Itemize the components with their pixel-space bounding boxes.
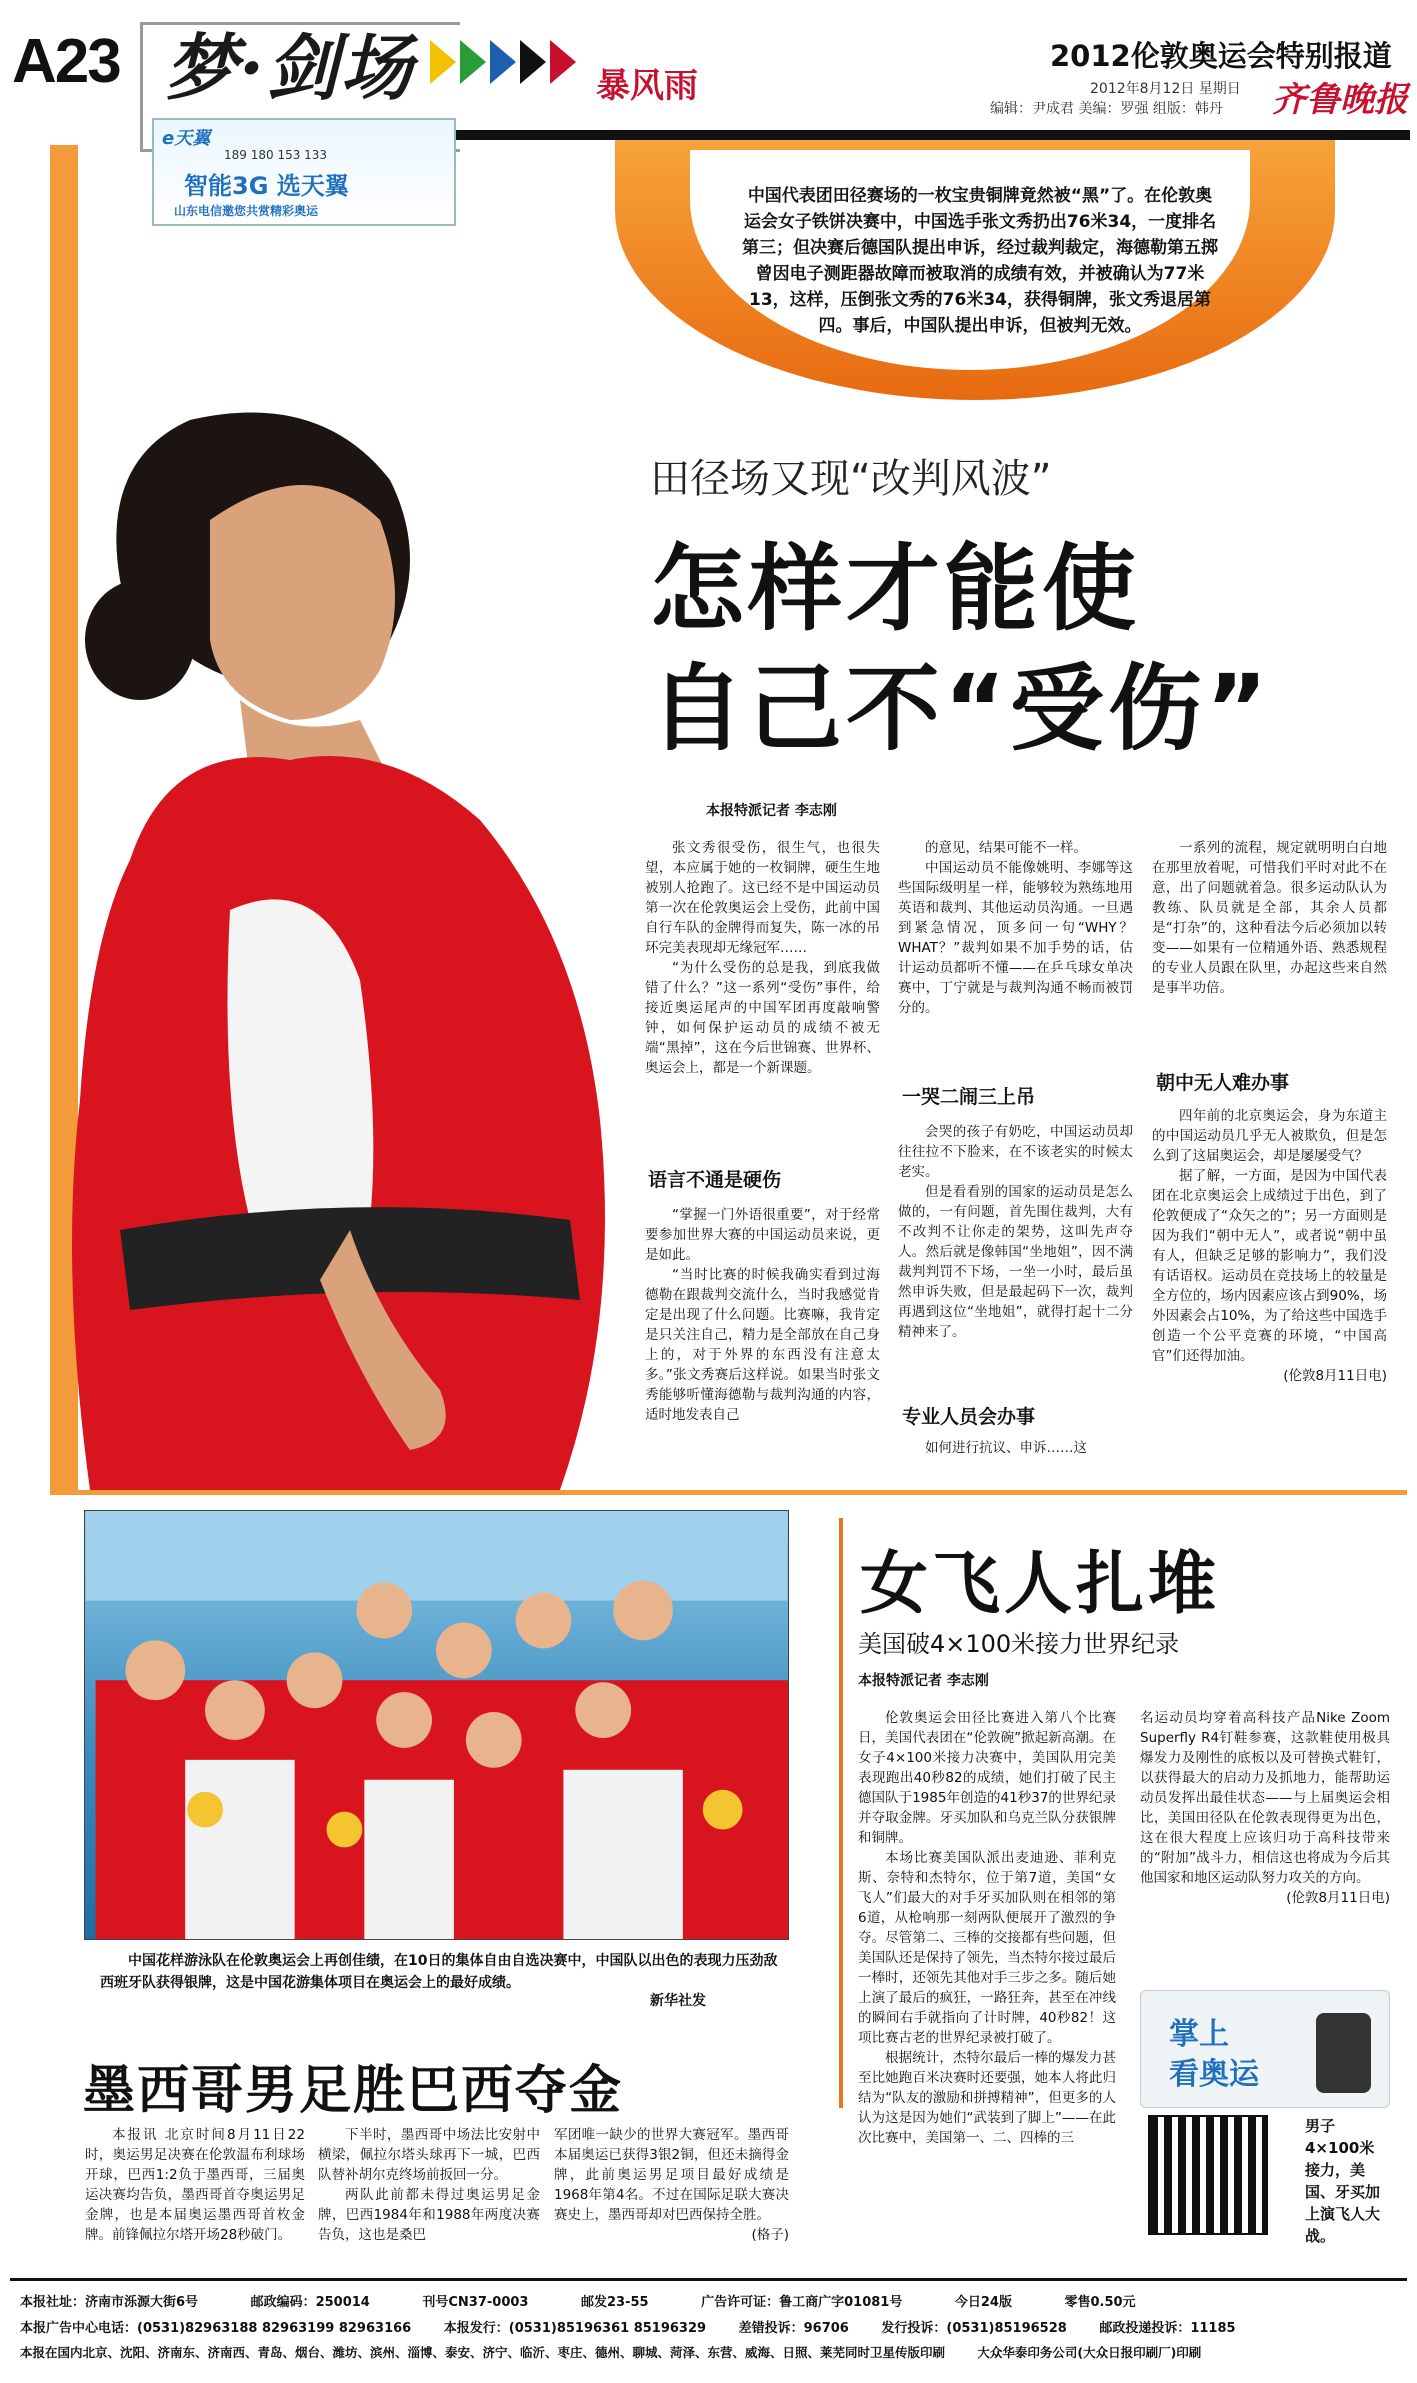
header-chevrons xyxy=(430,0,590,100)
paragraph: “为什么受伤的总是我，到底我做错了什么？”这一系列“受伤”事件，给接近奥运尾声的中国军团再度敲响警钟，如何保护运动员的成绩不被无端“黑掉”，这在今后世锦赛、世界杯、奥运会上，都是一个新课题。 xyxy=(645,960,880,1076)
relay-byline: 本报特派记者 李志刚 xyxy=(858,1673,989,1689)
footer xyxy=(10,2278,1407,2378)
football-signoff: (格子) xyxy=(751,2227,789,2243)
feature-column-2b xyxy=(898,1122,1133,1342)
promo-line-1: 掌上 xyxy=(1169,2017,1229,2052)
paragraph: 下半时，墨西哥中场法比安射中横梁，佩拉尔塔头球再下一城，巴西队替补胡尔克终场前扳回一分。 xyxy=(318,2127,540,2183)
paragraph: “当时比赛的时候我确实看到过海德勒在跟裁判交流什么，当时我感觉肯定是出现了什么问题。比赛嘛，我肯定是只关注自己，精力是全部放在自己身上的，对于外界的东西没有注意太多。”张文秀赛后这样说。如果当时张文秀能够听懂海德勒与裁判沟通的内容，适时地发表自己 xyxy=(645,1267,880,1423)
football-column-3 xyxy=(554,2125,789,2245)
footer-ad-phone: 本报广告中心电话：(0531)82963188 82963199 82963166 xyxy=(20,2321,412,2336)
paragraph: 会哭的孩子有奶吃，中国运动员却往往拉不下脸来，在不该老实的时候太老实。 xyxy=(898,1124,1133,1180)
paragraph: 中国运动员不能像姚明、李娜等这些国际级明星一样，能够较为熟练地用英语和裁判、其他运动员沟通。一旦遇到紧急情况，顶多问一句“WHY？WHAT？”裁判如果不加手势的话，估计运动员都听不懂——在乒乓球女单决赛中，丁宁就是与裁判沟通不畅而被罚分的。 xyxy=(898,860,1133,1016)
paper-name: 齐鲁晚报 xyxy=(1272,80,1408,120)
footer-row-3 xyxy=(20,2343,1400,2361)
ad-brand: e天翼 xyxy=(162,128,211,149)
feature-bottom-rule xyxy=(50,1490,1407,1495)
footer-pages: 今日24版 xyxy=(954,2295,1012,2310)
relay-rule xyxy=(839,1518,843,2108)
paragraph: 本场比赛美国队派出麦迪逊、菲利克斯、奈特和杰特尔，位于第7道，美国“女飞人”们最大的对手牙买加队则在相邻的第6道，从枪响那一刻两队便展开了激烈的争夺。尽管第二、三棒的交接都有些问题，但美国队还是保持了领先，当杰特尔接过最后一棒时，还领先其他对手三步之多。随后她上演了最后的疯狂，一路狂奔，甚至在冲线的瞬间右手就指向了计时牌，40秒82！这项比赛古老的世界纪录被打破了。 xyxy=(858,1850,1116,2046)
photo-credit: 新华社发 xyxy=(650,1993,706,2009)
feature-column-3b xyxy=(1152,1106,1387,1386)
headline-line-2: 自己不“受伤” xyxy=(650,655,1272,764)
mobile-olympics-promo[interactable] xyxy=(1140,1990,1390,2108)
qr-code-icon[interactable] xyxy=(1148,2115,1268,2235)
footer-printer: 大众华泰印务公司(大众日报印刷厂)印刷 xyxy=(977,2345,1202,2360)
paragraph: 如何进行抗议、申诉……这 xyxy=(925,1440,1087,1456)
ad-tagline: 山东电信邀您共赏精彩奥运 xyxy=(174,204,319,218)
page-number: A23 xyxy=(12,27,120,96)
subhead-influence: 朝中无人难办事 xyxy=(1156,1072,1290,1094)
feature-byline: 本报特派记者 李志刚 xyxy=(706,803,837,819)
paragraph: 四年前的北京奥运会，身为东道主的中国运动员几乎无人被欺负，但是怎么到了这届奥运会，却是屡屡受气？ xyxy=(1152,1108,1387,1164)
paragraph: 名运动员均穿着高科技产品Nike Zoom Superfly R4钉鞋参赛，这款鞋使用极具爆发力及刚性的底板以及可替换式鞋钉，以获得最大的启动力及抓地力，能帮助运动员发挥出最佳状态——与上届奥运会相比，美国田径队在伦敦表现得更为出色，这在很大程度上应该归功于高科技带来的“附加”战斗力，相信这也将成为今后其他国家和地区运动队努力攻关的方向。 xyxy=(1140,1710,1390,1886)
paragraph: 军团唯一缺少的世界大赛冠军。墨西哥本届奥运已获得3银2铜，但还未摘得金牌，此前奥运男足项目最好成绩是1968年第4名。不过在国际足联大赛决赛史上，墨西哥却对巴西保持全胜。 xyxy=(554,2127,789,2223)
footer-price: 零售0.50元 xyxy=(1064,2295,1136,2310)
paragraph: 一系列的流程，规定就明明白白地在那里放着呢，可惜我们平时对此不在意，出了问题就着急。很多运动队认为教练、队员就是全部，其余人员都是“打杂”的，这种看法今后必须加以转变——如果有一位精通外语、熟悉规程的专业人员跟在队里，办起这些来自然是事半功倍。 xyxy=(1152,840,1387,996)
paragraph: 伦敦奥运会田径比赛进入第八个比赛日，美国代表团在“伦敦碗”掀起新高潮。在女子4×100米接力决赛中，美国队用完美表现跑出40秒82的成绩，她们打破了民主德国队于1985年创造的41秒37的世界纪录并夺取金牌。牙买加队和乌克兰队分获银牌和铜牌。 xyxy=(858,1710,1116,1846)
relay-column-1 xyxy=(858,1708,1116,2148)
footer-postal-complaint: 邮政投递投诉：11185 xyxy=(1099,2321,1236,2336)
phone-icon xyxy=(1316,2013,1371,2093)
telecom-ad[interactable] xyxy=(152,118,456,226)
dateline-end: (伦敦8月11日电) xyxy=(1283,1368,1387,1384)
football-headline: 墨西哥男足胜巴西夺金 xyxy=(83,2061,624,2121)
relay-column-2 xyxy=(1140,1708,1390,1908)
footer-address: 本报社址：济南市泺源大街6号 xyxy=(20,2295,199,2310)
paragraph: 根据统计，杰特尔最后一棒的爆发力甚至比她跑百米决赛时还要强，她本人将此归结为“队友的激励和拼搏精神”，但更多的人认为这是因为她们“武装到了脚上”——在此次比赛中，美国第一、二、四棒的三 xyxy=(858,2050,1116,2146)
paragraph: 本报讯 北京时间8月11日22时，奥运男足决赛在伦敦温布利球场开球，巴西1:2负于墨西哥，三届奥运决赛均告负，墨西哥首夺奥运男足金牌，也是本届奥运墨西哥首枚金牌。前锋佩拉尔塔开场28秒破门。 xyxy=(85,2127,305,2243)
special-report-title: 2012伦敦奥运会特别报道 xyxy=(1050,39,1392,73)
footer-print-cities: 本报在国内北京、沈阳、济南东、济南西、青岛、烟台、潍坊、滨州、淄博、泰安、济宁、临沂、枣庄、德州、聊城、菏泽、东营、威海、日照、莱芜同时卫星传版印刷 xyxy=(20,2345,946,2360)
feature-column-3 xyxy=(1152,838,1387,998)
footer-distribution-complaint: 发行投诉：(0531)85196528 xyxy=(881,2321,1067,2336)
football-column-1 xyxy=(85,2125,305,2245)
footer-error-report: 差错投诉：96706 xyxy=(738,2321,849,2336)
feature-column-1b xyxy=(645,1205,880,1425)
dateline: 2012年8月12日 星期日 xyxy=(1090,81,1241,97)
lead-paragraph: 中国代表团田径赛场的一枚宝贵铜牌竟然被“黑”了。在伦敦奥运会女子铁饼决赛中，中国选手张文秀扔出76米34，一度排名第三；但决赛后德国队提出申诉，经过裁判裁定，海德勒第五掷曾因电子测距器故障而被取消的成绩有效，并被确认为77米13，这样，压倒张文秀的76米34，获得铜牌，张文秀退居第四。事后，中国队提出申诉，但被判无效。 xyxy=(742,186,1218,336)
paragraph: 的意见，结果可能不一样。 xyxy=(925,840,1087,856)
paragraph: 但是看看别的国家的运动员是怎么做的，一有问题，首先围住裁判，大有不改判不让你走的架势，这叫先声夺人。然后就是像韩国“坐地姐”，因不满裁判判罚不下场，一坐一小时，最后虽然申诉失败，但是最起码下一次，裁判再遇到这位“坐地姐”，就得打起十二分精神来了。 xyxy=(898,1184,1133,1340)
athlete-photo xyxy=(60,220,640,1490)
relay-headline: 女飞人扎堆 xyxy=(860,1545,1221,1624)
footer-ad-license: 广告许可证：鲁工商广字01081号 xyxy=(701,2295,903,2310)
feature-column-2c xyxy=(898,1438,1133,1458)
synchro-team-photo xyxy=(84,1510,789,1940)
footer-row-2 xyxy=(20,2317,1400,2336)
editors: 编辑：尹成君 美编：罗强 组版：韩丹 xyxy=(990,101,1223,117)
footer-postcode: 邮政编码：250014 xyxy=(250,2295,370,2310)
qr-caption: 男子4×100米接力，美国、牙买加上演飞人大战。 xyxy=(1305,2117,1381,2245)
footer-postal-code: 邮发23-55 xyxy=(581,2295,649,2310)
header-rule xyxy=(450,130,1410,140)
headline-line-1: 怎样才能使 xyxy=(650,535,1141,644)
ad-slogan: 智能3G 选天翼 xyxy=(184,172,349,200)
footer-distribution: 本报发行：(0531)85196361 85196329 xyxy=(443,2321,707,2336)
paragraph: 张文秀很受伤，很生气，也很失望，本应属于她的一枚铜牌，硬生生地被别人抢跑了。这已经不是中国运动员第一次在伦敦奥运会上受伤，此前中国自行车队的金牌得而复失，陈一冰的吊环完美表现却无缘冠军…… xyxy=(645,840,880,956)
feature-column-2 xyxy=(898,838,1133,1018)
ad-phone: 189 180 153 133 xyxy=(224,148,328,162)
footer-issn: 刊号CN37-0003 xyxy=(422,2295,529,2310)
feature-column-1 xyxy=(645,838,880,1078)
feature-headline xyxy=(650,530,1272,770)
dateline-end: (伦敦8月11日电) xyxy=(1286,1890,1390,1906)
footer-row-1 xyxy=(20,2291,1400,2310)
football-column-2 xyxy=(318,2125,540,2245)
feature-kicker: 田径场又现“改判风波” xyxy=(650,456,1052,502)
subhead-professionals: 专业人员会办事 xyxy=(902,1406,1036,1428)
paragraph: 据了解，一方面，是因为中国代表团在北京奥运会上成绩过于出色，到了伦敦便成了“众矢之的”；另一方面则是因为我们“朝中无人”，或者说“朝中虽有人，但缺乏足够的影响力”，我们没有话语权。运动员在竞技场上的较量是全方位的，场内因素应该占到90%，场外因素会占10%，为了给这些中国选手创造一个公平竞赛的环境，“中国高官”们还得加油。 xyxy=(1152,1168,1387,1364)
subhead-crying: 一哭二闹三上吊 xyxy=(902,1086,1036,1108)
photo-caption: 中国花样游泳队在伦敦奥运会上再创佳绩，在10日的集体自由自选决赛中，中国队以出色的表现力压劲敌西班牙队获得银牌，这是中国花游集体项目在奥运会上的最好成绩。 xyxy=(100,1953,778,1991)
relay-subhead: 美国破4×100米接力世界纪录 xyxy=(858,1630,1180,1658)
section-title: 暴风雨 xyxy=(596,66,698,106)
paragraph: “掌握一门外语很重要”，对于经常要参加世界大赛的中国运动员来说，更是如此。 xyxy=(645,1207,880,1263)
column-logo: 梦·剑场 xyxy=(165,25,415,110)
promo-line-2: 看奥运 xyxy=(1169,2057,1259,2092)
paragraph: 两队此前都未得过奥运男足金牌，巴西1984年和1988年两度决赛告负，这也是桑巴 xyxy=(318,2187,540,2243)
subhead-language: 语言不通是硬伤 xyxy=(648,1169,782,1191)
